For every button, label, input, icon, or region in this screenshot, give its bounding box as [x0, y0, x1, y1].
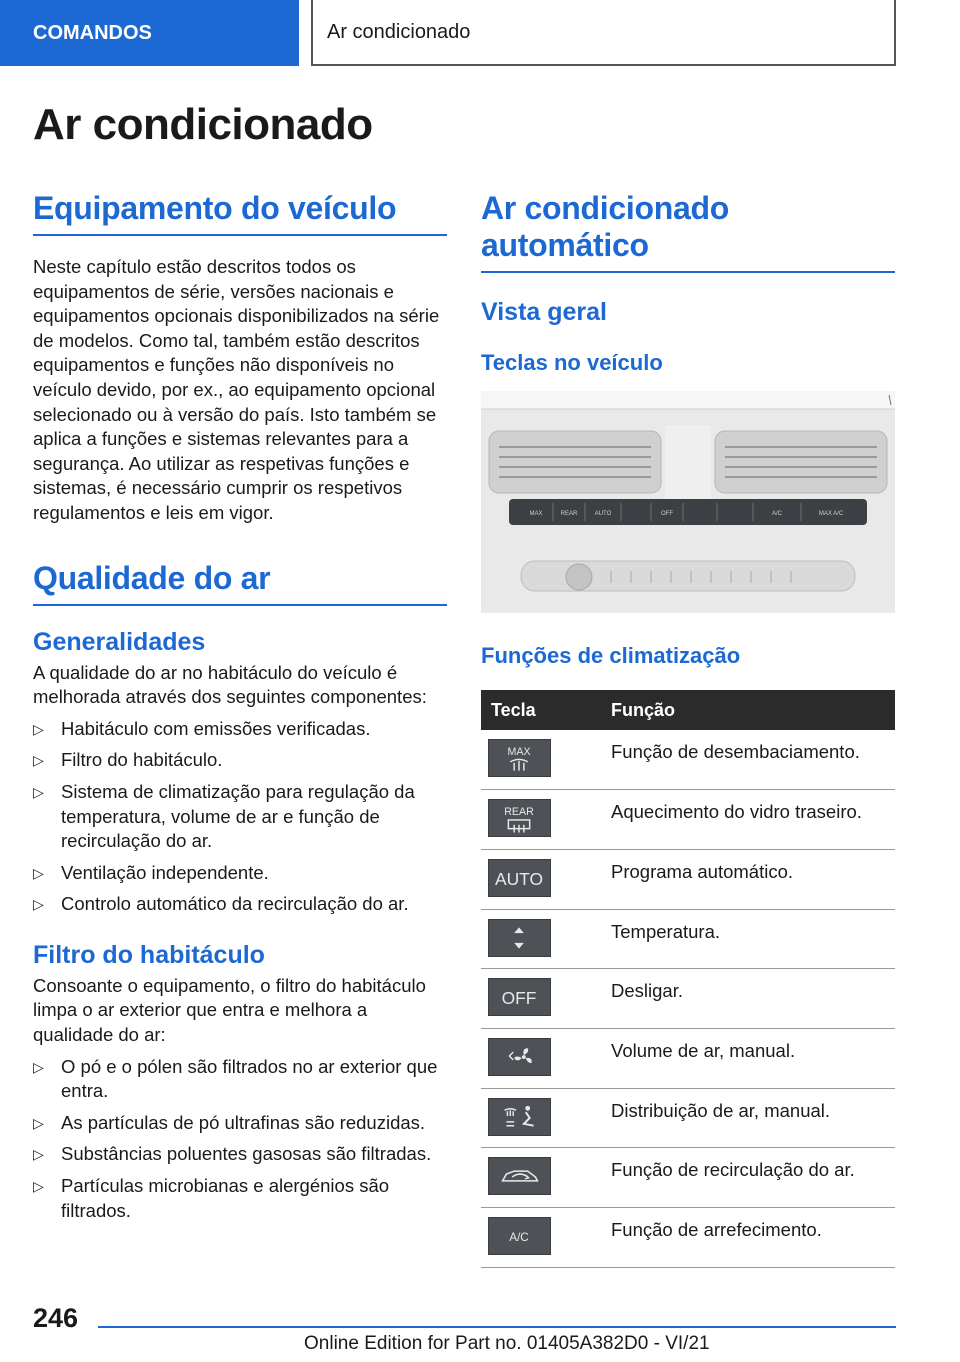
svg-text:A/C: A/C: [509, 1230, 529, 1244]
function-description: Programa automático.: [597, 849, 895, 909]
panel-label: REAR: [560, 511, 578, 517]
heading-vehicle-buttons: Teclas no veículo: [481, 350, 663, 375]
general-text: A qualidade do ar no habitáculo do veículo é melhorada através dos seguintes componentes:: [33, 661, 427, 708]
footer-rule: [98, 1326, 896, 1328]
filter-list: [33, 1055, 447, 1224]
function-description: Função de desembaciamento.: [597, 730, 895, 790]
chapter-tab[interactable]: COMANDOS: [0, 0, 299, 66]
heading-automatic-ac: Ar condicionado automático: [481, 190, 895, 273]
list-item: ▷ O pó e o pólen são filtrados no ar exterior que entra.: [33, 1055, 447, 1104]
climate-panel-image: [481, 391, 895, 613]
list-item: ▷ Habitáculo com emissões verificadas.: [33, 717, 447, 742]
air-distribution-icon: [488, 1098, 551, 1136]
left-column: [33, 190, 447, 1223]
function-description: Função de recirculação do ar.: [597, 1148, 895, 1208]
column-header-function: Função: [597, 690, 895, 730]
panel-label: MAX: [529, 511, 543, 517]
svg-text:OFF: OFF: [501, 988, 537, 1009]
table-row: [481, 849, 895, 909]
panel-label: A/C: [771, 511, 783, 517]
right-column: [481, 190, 895, 1268]
section-header: Ar condicionado: [311, 0, 896, 66]
recirculation-icon: [488, 1157, 551, 1195]
function-description: Distribuição de ar, manual.: [597, 1088, 895, 1148]
temperature-icon: [488, 919, 551, 957]
panel-label: OFF: [661, 511, 673, 517]
fan-icon: [488, 1038, 551, 1076]
edition-text: Online Edition for Part no. 01405A382D0 - VI/21: [304, 1333, 710, 1354]
list-item: ▷ As partículas de pó ultrafinas são reduzidas.: [33, 1111, 447, 1136]
table-row: [481, 1088, 895, 1148]
table-row: [481, 969, 895, 1029]
table-row: [481, 790, 895, 850]
heading-climate-functions: Funções de climatização: [481, 643, 741, 668]
panel-label: MAX A/C: [818, 511, 844, 517]
svg-text:AUTO: AUTO: [494, 868, 544, 889]
function-description: Função de arrefecimento.: [597, 1208, 895, 1268]
function-description: Aquecimento do vidro traseiro.: [597, 790, 895, 850]
column-header-key: Tecla: [481, 690, 597, 730]
list-item: ▷ Substâncias poluentes gasosas são filtradas.: [33, 1142, 447, 1167]
functions-table: [481, 690, 895, 1268]
list-item: ▷ Controlo automático da recirculação do ar.: [33, 892, 447, 917]
rear-defrost-icon: [488, 799, 551, 837]
list-item: ▷ Sistema de climatização para regulação da temperatura, volume de ar e função de recirculação do ar.: [33, 780, 447, 854]
ac-icon: [488, 1217, 551, 1255]
heading-cabin-filter: Filtro do habitáculo: [33, 940, 265, 969]
function-description: Volume de ar, manual.: [597, 1028, 895, 1088]
list-item: ▷ Filtro do habitáculo.: [33, 748, 447, 773]
panel-label: AUTO: [594, 511, 612, 517]
function-description: Desligar.: [597, 969, 895, 1029]
page-title: Ar condicionado: [33, 100, 373, 149]
components-list: [33, 717, 447, 917]
filter-text: Consoante o equipamento, o filtro do habitáculo limpa o ar exterior que entra e melhora a qualidade do ar:: [33, 974, 426, 1046]
table-row: [481, 1148, 895, 1208]
table-row: [481, 1208, 895, 1268]
table-row: [481, 909, 895, 969]
heading-air-quality: Qualidade do ar: [33, 560, 447, 606]
off-icon: [488, 978, 551, 1016]
table-row: [481, 1028, 895, 1088]
auto-icon: [488, 859, 551, 897]
max-defrost-icon: [488, 739, 551, 777]
list-item: ▷ Partículas microbianas e alergénios são filtrados.: [33, 1174, 447, 1223]
page-number: 246: [33, 1303, 79, 1333]
function-description: Temperatura.: [597, 909, 895, 969]
svg-text:MAX: MAX: [507, 746, 531, 759]
dashboard-illustration: [481, 391, 895, 613]
vehicle-equipment-text: Neste capítulo estão descritos todos os equipamentos de série, versões nacionais e equipamentos opcionais disponibilizados na série de modelos. Como tal, também estão descritos equipamentos e funções não disponíveis no veículo devido, por ex., ao equipamento opcional selecionado ou à versão do país. Isto também se aplica a funções e sistemas relevantes para a segurança. Ao utilizar as respetivas funções e sistemas, é necessário cumprir os respetivos regulamentos e leis em vigor.: [33, 256, 440, 523]
list-item: ▷ Ventilação independente.: [33, 861, 447, 886]
heading-vehicle-equipment: Equipamento do veículo: [33, 190, 447, 236]
heading-overview: Vista geral: [481, 298, 608, 326]
table-row: [481, 730, 895, 790]
heading-general: Generalidades: [33, 627, 206, 656]
svg-text:REAR: REAR: [504, 806, 534, 819]
